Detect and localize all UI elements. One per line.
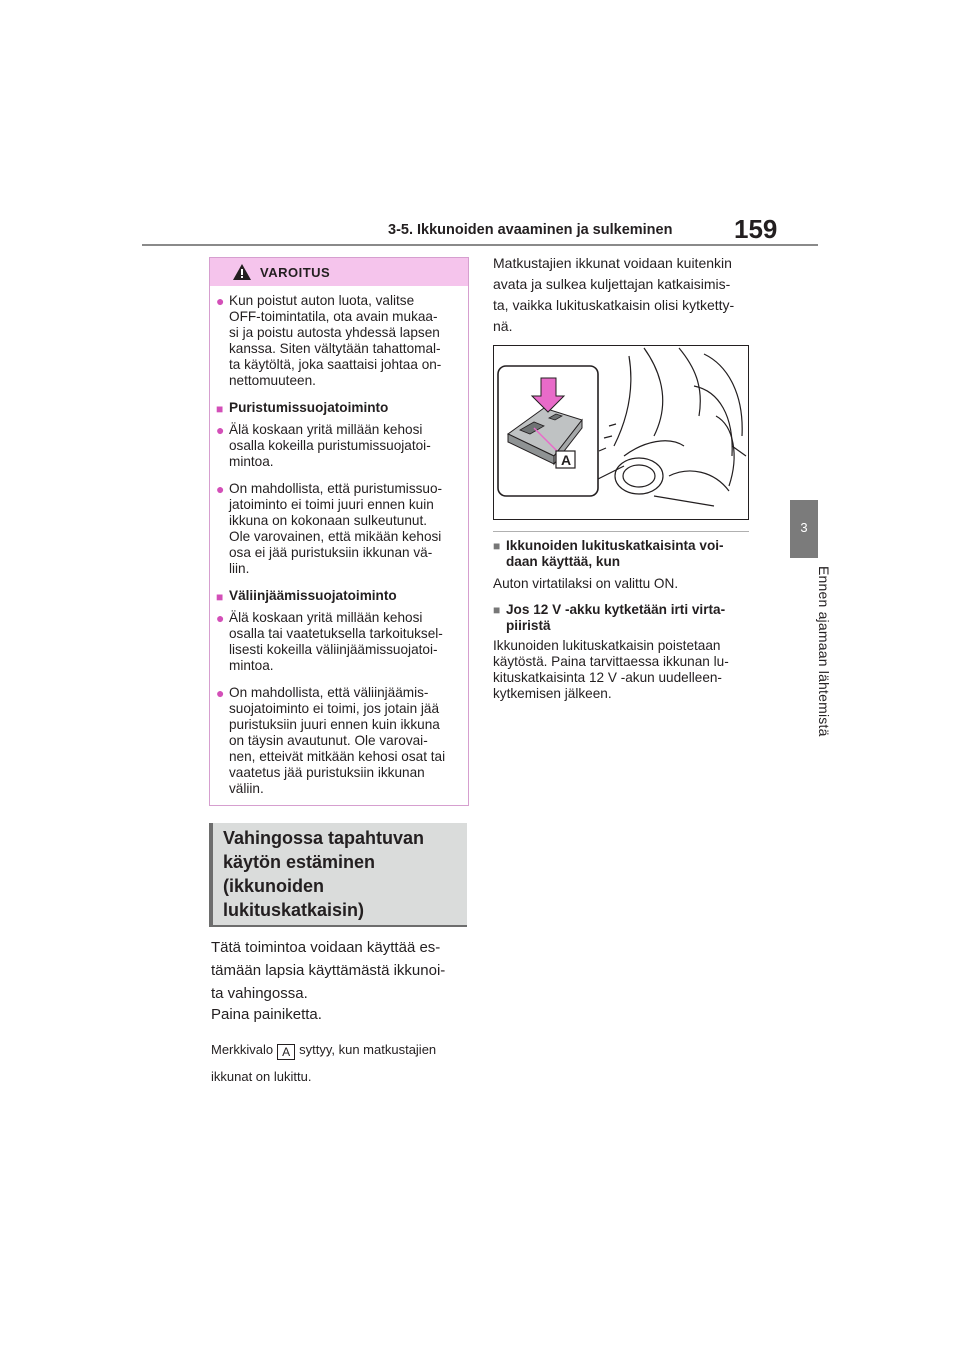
warning-box bbox=[209, 257, 469, 806]
warning-item-text: On mahdollista, että väliinjäämis- suojatoiminto ei toimi, jos jotain jää puristuksiin juuri ennen kuin ikkuna on täysin avautunut. Ole varovai- nen, etteivät mitkään kehosi osat tai vaatetus jää puristuksiin ikkunan väliin. bbox=[229, 685, 446, 796]
note-suffix: syttyy, kun matkustajien bbox=[299, 1042, 437, 1057]
subheading-text: Jos 12 V -akku kytketään irti virta- piiristä bbox=[506, 602, 726, 633]
square-bullet-icon: ■ bbox=[216, 402, 224, 416]
square-bullet-icon: ■ bbox=[216, 590, 224, 604]
bullet-icon: ● bbox=[216, 685, 225, 701]
warning-item-text: Älä koskaan yritä millään kehosi osalla kokeilla puristumissuojatoi- mintoa. bbox=[229, 422, 431, 469]
note-prefix: Merkkivalo bbox=[211, 1042, 274, 1057]
warning-triangle-icon bbox=[232, 263, 252, 281]
illustration-divider bbox=[493, 531, 749, 532]
intro-paragraph: Matkustajien ikkunat voidaan kuitenkin avata ja sulkea kuljettajan katkaisimis- ta, vaikka lukituskatkaisin olisi kytketty- nä. bbox=[493, 255, 735, 334]
bullet-icon: ● bbox=[216, 293, 225, 309]
page-number: 159 bbox=[734, 214, 778, 244]
subheading-text: Ikkunoiden lukituskatkaisinta voi- daan käyttää, kun bbox=[506, 538, 724, 569]
bullet-icon: ● bbox=[216, 481, 225, 497]
warning-item-text: Älä koskaan yritä millään kehosi osalla tai vaatetuksella tarkoituksel- lisesti kokeilla väliinjäämissuojatoi- mintoa. bbox=[229, 610, 443, 673]
warning-subheading-text: Väliinjäämissuojatoiminto bbox=[229, 588, 397, 603]
section-title: 3-5. Ikkunoiden avaaminen ja sulkeminen bbox=[388, 222, 673, 238]
indicator-note bbox=[211, 1038, 436, 1061]
warning-subheading-text: Puristumissuojatoiminto bbox=[229, 400, 389, 415]
indicator-note-line2: ikkunat on lukittu. bbox=[211, 1069, 312, 1084]
label-a-box: A bbox=[277, 1044, 295, 1060]
bullet-icon: ● bbox=[216, 422, 225, 438]
warning-title: VAROITUS bbox=[260, 265, 331, 280]
body-paragraph: Auton virtatilaksi on valittu ON. bbox=[493, 576, 679, 591]
section-heading: Vahingossa tapahtuvan käytön estäminen (ikkunoiden lukituskatkaisin) bbox=[223, 828, 425, 920]
heading-accent-bar bbox=[209, 823, 213, 925]
warning-item-text: On mahdollista, että puristumissuo- jatoiminto ei toimi juuri ennen kuin ikkuna on kokonaan sulkeutunut. Ole varovainen, että mikään kehosi osa ei jää puristuksiin ikkunan vä- liin. bbox=[229, 481, 443, 576]
illustration-label-a: A bbox=[560, 452, 572, 468]
section-heading-box bbox=[209, 823, 467, 927]
window-lock-switch-illustration bbox=[493, 345, 749, 520]
body-paragraph: Paina painiketta. bbox=[211, 1006, 322, 1023]
square-bullet-icon: ■ bbox=[493, 539, 501, 553]
chapter-tab bbox=[790, 500, 818, 558]
chapter-title: Ennen ajamaan lähtemistä bbox=[816, 566, 832, 737]
body-paragraph: Ikkunoiden lukituskatkaisin poistetaan käytöstä. Paina tarvittaessa ikkunan lu- kituskatkaisinta 12 V -akun uudelleen- kytkemisen jälkeen. bbox=[493, 638, 729, 701]
warning-header bbox=[210, 258, 468, 286]
warning-item-text: Kun poistut auton luota, valitse OFF-toimintatila, ota avain mukaa- si ja poistu autosta yhdessä lapsen kanssa. Siten vältytään tahattomal- ta käytöltä, joka saattaisi johtaa on- nettomuuteen. bbox=[229, 293, 442, 388]
subheading bbox=[493, 538, 753, 572]
body-paragraph: Tätä toimintoa voidaan käyttää es- tämään lapsia käyttämästä ikkunoi- ta vahingossa. bbox=[211, 939, 446, 1002]
subheading bbox=[493, 602, 753, 636]
chapter-number: 3 bbox=[800, 520, 808, 535]
square-bullet-icon: ■ bbox=[493, 603, 501, 617]
header-rule bbox=[142, 244, 818, 246]
bullet-icon: ● bbox=[216, 610, 225, 626]
door-switch-drawing bbox=[494, 346, 748, 519]
